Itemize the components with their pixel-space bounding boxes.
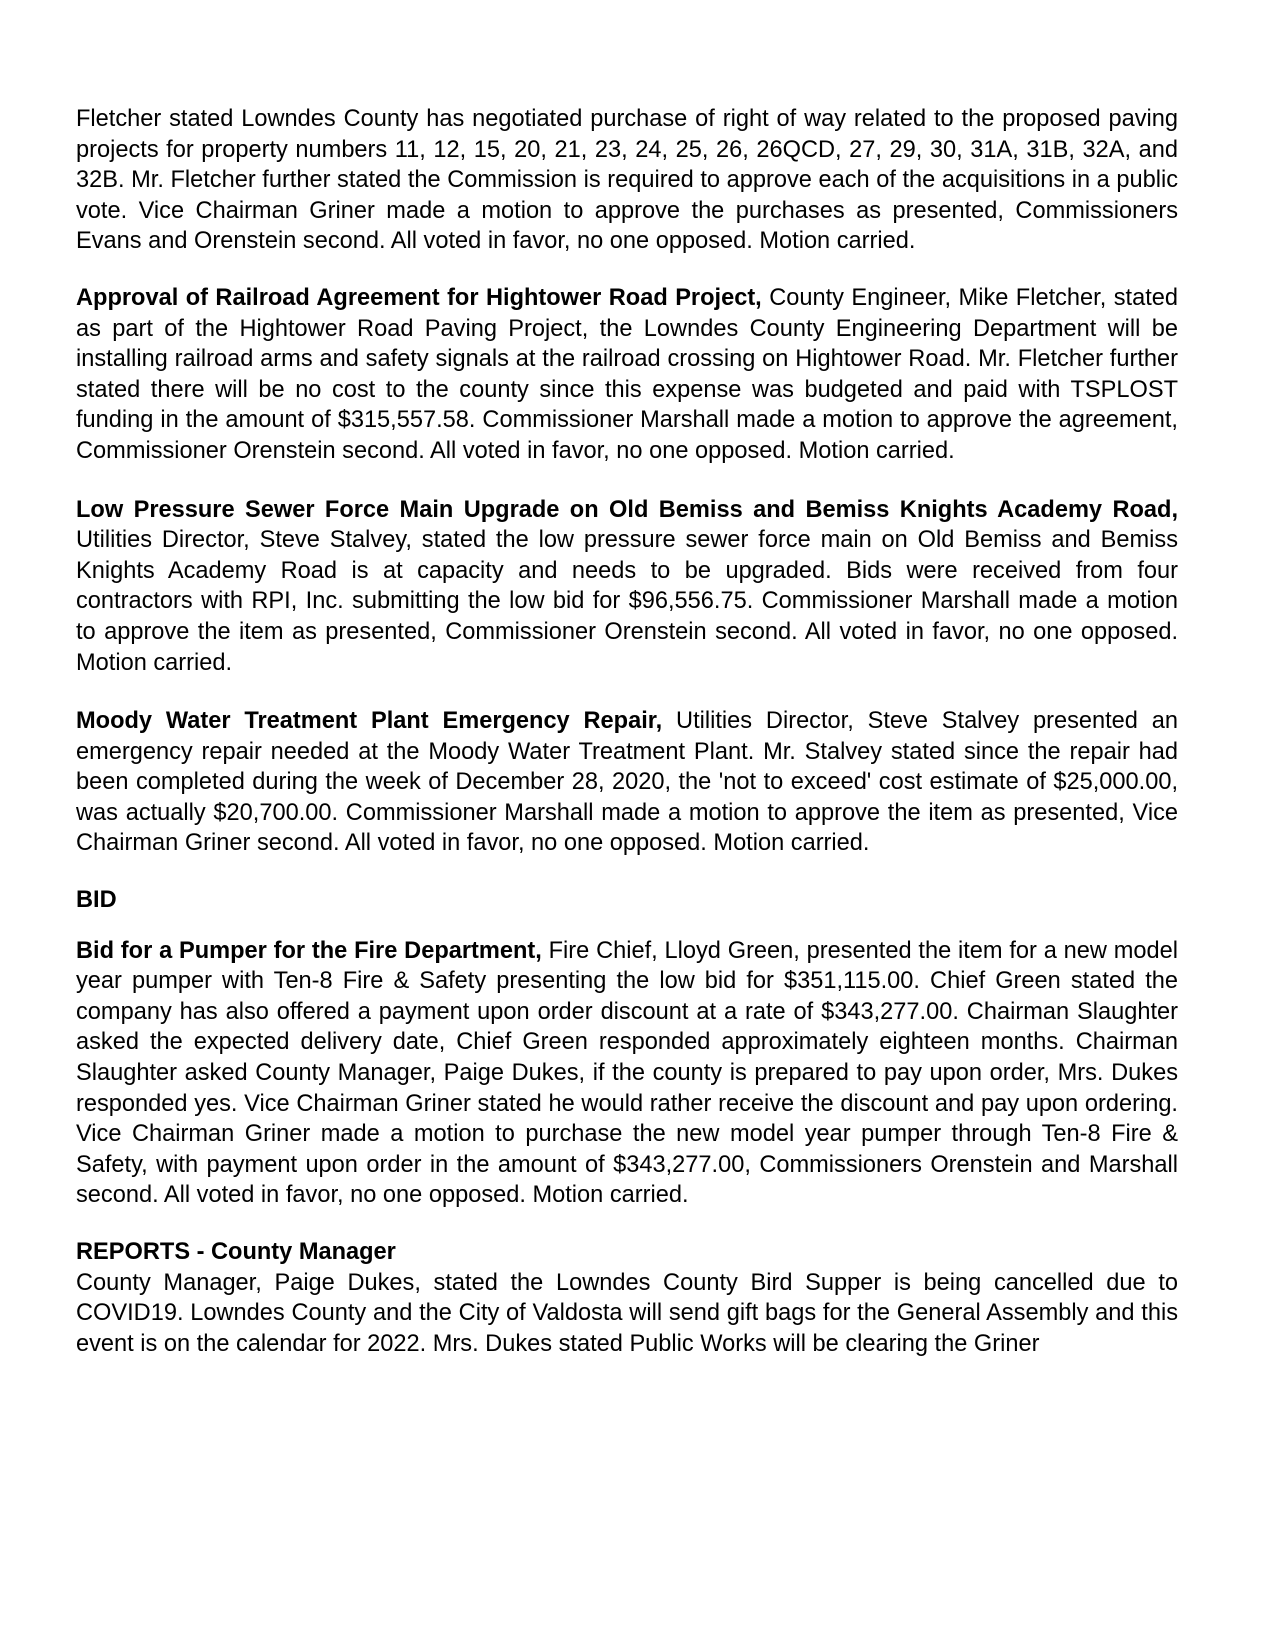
paragraph-text: County Engineer, Mike Fletcher, stated as part of the Hightower Road Paving Project, the Lowndes County Engineering Department will be installing railroad arms and safety signals at the railroad crossing on Hightower Road. Mr. Fletcher further stated there will be no cost to the county since this expense was budgeted and paid with TSPLOST funding in the amount of $315,557.58. Commissioner Marshall made a motion to approve the agreement, Commissioner Orenstein second. All voted in favor, no one opposed. Motion carried. <box>76 284 1179 464</box>
paragraph-text: Fire Chief, Lloyd Green, presented the item for a new model year pumper with Ten-8 Fire & Safety presenting the low bid for $351,115.00. Chief Green stated the company has also offered a payment upon order discount at a rate of $343,277.00. Chairman Slaughter asked the expected delivery date, Chief Green responded approximately eighteen months. Chairman Slaughter asked County Manager, Paige Dukes, if the county is prepared to pay upon order, Mrs. Dukes responded yes. Vice Chairman Griner stated he would rather receive the discount and pay upon ordering. Vice Chairman Griner made a motion to purchase the new model year pumper through Ten-8 Fire & Safety, with payment upon order in the amount of $343,277.00, Commissioners Orenstein and Marshall second. All voted in favor, no one opposed. Motion carried. <box>76 937 1178 1209</box>
item-heading: Bid for a Pumper for the Fire Department, <box>76 937 542 964</box>
paragraph-right-of-way <box>76 104 1178 257</box>
paragraph-reports <box>76 1268 1178 1360</box>
paragraph-moody-repair <box>76 706 1178 859</box>
paragraph-text: Utilities Director, Steve Stalvey, stated the low pressure sewer force main on Old Bemiss and Bemiss Knights Academy Road is at capacity and needs to be upgraded. Bids were received from four contractors with RPI, Inc. submitting the low bid for $96,556.75. Commissioner Marshall made a motion to approve the item as presented, Commissioner Orenstein second. All voted in favor, no one opposed. Motion carried. <box>76 527 1178 676</box>
paragraph-text: County Manager, Paige Dukes, stated the Lowndes County Bird Supper is being cancelled due to COVID19. Lowndes County and the City of Valdosta will send gift bags for the General Assembly and this event is on the calendar for 2022. Mrs. Dukes stated Public Works will be clearing the Griner <box>76 1269 1178 1357</box>
section-heading-bid: BID <box>76 887 117 914</box>
item-heading: Approval of Railroad Agreement for Hightower Road Project, <box>76 284 762 311</box>
paragraph-railroad-agreement <box>76 283 1178 467</box>
section-heading-reports: REPORTS - County Manager <box>76 1239 396 1265</box>
item-heading: Moody Water Treatment Plant Emergency Repair, <box>76 708 663 735</box>
document-page <box>76 104 1178 1385</box>
paragraph-text: Utilities Director, Steve Stalvey presented an emergency repair needed at the Moody Water Treatment Plant. Mr. Stalvey stated since the repair had been completed during the week of December 28, 2020, the 'not to exceed' cost estimate of $25,000.00, was actually $20,700.00. Commissioner Marshall made a motion to approve the item as presented, Vice Chairman Griner second. All voted in favor, no one opposed. Motion carried. <box>76 708 1178 857</box>
paragraph-pumper-bid <box>76 936 1178 1211</box>
paragraph-text: Fletcher stated Lowndes County has negotiated purchase of right of way related to the proposed paving projects for property numbers 11, 12, 15, 20, 21, 23, 24, 25, 26, 26QCD, 27, 29, 30, 31A, 31B, 32A, and 32B. Mr. Fletcher further stated the Commission is required to approve each of the acquisitions in a public vote. Vice Chairman Griner made a motion to approve the purchases as presented, Commissioners Evans and Orenstein second. All voted in favor, no one opposed. Motion carried. <box>76 106 1178 255</box>
paragraph-sewer-upgrade <box>76 495 1178 679</box>
item-heading: Low Pressure Sewer Force Main Upgrade on Old Bemiss and Bemiss Knights Academy Road, <box>76 496 1178 523</box>
